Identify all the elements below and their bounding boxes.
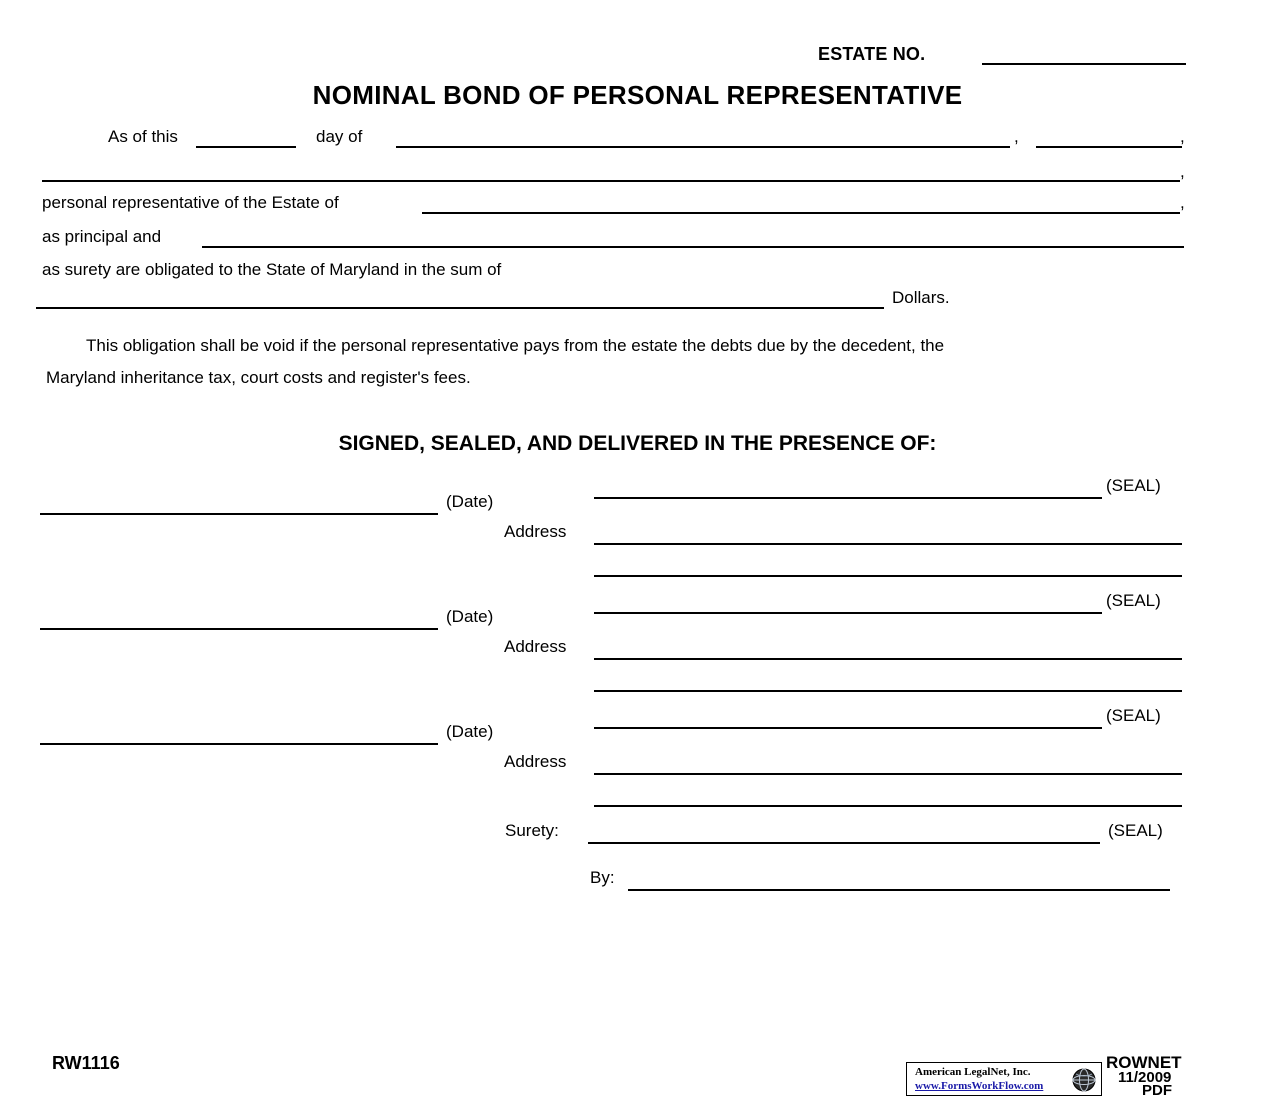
signature-field-3[interactable]	[594, 727, 1102, 729]
seal-label-3: (SEAL)	[1106, 706, 1161, 725]
obligation-paragraph-line2: Maryland inheritance tax, court costs and register's fees.	[46, 368, 471, 387]
address-label-1: Address	[504, 522, 567, 541]
form-code: RW1116	[52, 1053, 120, 1073]
address-label-3: Address	[504, 752, 567, 771]
month-field[interactable]	[396, 146, 1010, 148]
as-surety-label: as surety are obligated to the State of Maryland in the sum of	[42, 260, 502, 279]
comma-separator: ,	[1180, 162, 1185, 181]
witness-date-field-2[interactable]	[40, 628, 438, 630]
as-of-this-label: As of this	[108, 127, 178, 146]
year-field[interactable]	[1036, 146, 1182, 148]
address-field-2a[interactable]	[594, 658, 1182, 660]
address-field-3b[interactable]	[594, 805, 1182, 807]
revision-date: 11/2009	[1118, 1069, 1172, 1086]
seal-label-1: (SEAL)	[1106, 476, 1161, 495]
page-title: NOMINAL BOND OF PERSONAL REPRESENTATIVE	[312, 80, 963, 110]
signature-field-2[interactable]	[594, 612, 1102, 614]
witness-date-field-3[interactable]	[40, 743, 438, 745]
address-field-1b[interactable]	[594, 575, 1182, 577]
company-name: American LegalNet, Inc.	[915, 1066, 1031, 1078]
signed-sealed-heading: SIGNED, SEALED, AND DELIVERED IN THE PRESENCE OF:	[338, 432, 937, 455]
globe-icon	[1071, 1067, 1097, 1093]
day-of-label: day of	[316, 127, 363, 146]
sum-amount-field[interactable]	[36, 307, 884, 309]
seal-label-surety: (SEAL)	[1108, 821, 1163, 840]
date-label-2: (Date)	[446, 607, 494, 626]
by-field[interactable]	[628, 889, 1170, 891]
day-field[interactable]	[196, 146, 296, 148]
seal-label-2: (SEAL)	[1106, 591, 1161, 610]
as-principal-label: as principal and	[42, 227, 162, 246]
date-label-3: (Date)	[446, 722, 494, 741]
comma-separator: ,	[1180, 127, 1185, 146]
address-label-2: Address	[504, 637, 567, 656]
comma-separator: ,	[1180, 193, 1185, 212]
principal-field[interactable]	[202, 246, 1184, 248]
dollars-label: Dollars.	[892, 288, 950, 307]
american-legalnet-stamp	[906, 1062, 1102, 1096]
estate-number-label: ESTATE NO.	[818, 44, 926, 64]
signature-field-1[interactable]	[594, 497, 1102, 499]
rownet-label: ROWNET	[1106, 1053, 1182, 1072]
company-url-link[interactable]: www.FormsWorkFlow.com	[915, 1080, 1044, 1092]
estate-of-field[interactable]	[422, 212, 1180, 214]
date-label-1: (Date)	[446, 492, 494, 511]
witness-date-field-1[interactable]	[40, 513, 438, 515]
by-label: By:	[590, 868, 615, 887]
estate-of-label: personal representative of the Estate of	[42, 193, 339, 212]
address-field-3a[interactable]	[594, 773, 1182, 775]
surety-label: Surety:	[505, 821, 559, 840]
comma-separator: ,	[1014, 127, 1019, 146]
surety-field[interactable]	[588, 842, 1100, 844]
estate-number-field[interactable]	[982, 63, 1186, 65]
representative-name-field[interactable]	[42, 180, 1180, 182]
obligation-paragraph-line1: This obligation shall be void if the personal representative pays from the estate the debts due by the decedent, the	[86, 336, 945, 355]
address-field-2b[interactable]	[594, 690, 1182, 692]
format-label: PDF	[1142, 1082, 1172, 1099]
address-field-1a[interactable]	[594, 543, 1182, 545]
